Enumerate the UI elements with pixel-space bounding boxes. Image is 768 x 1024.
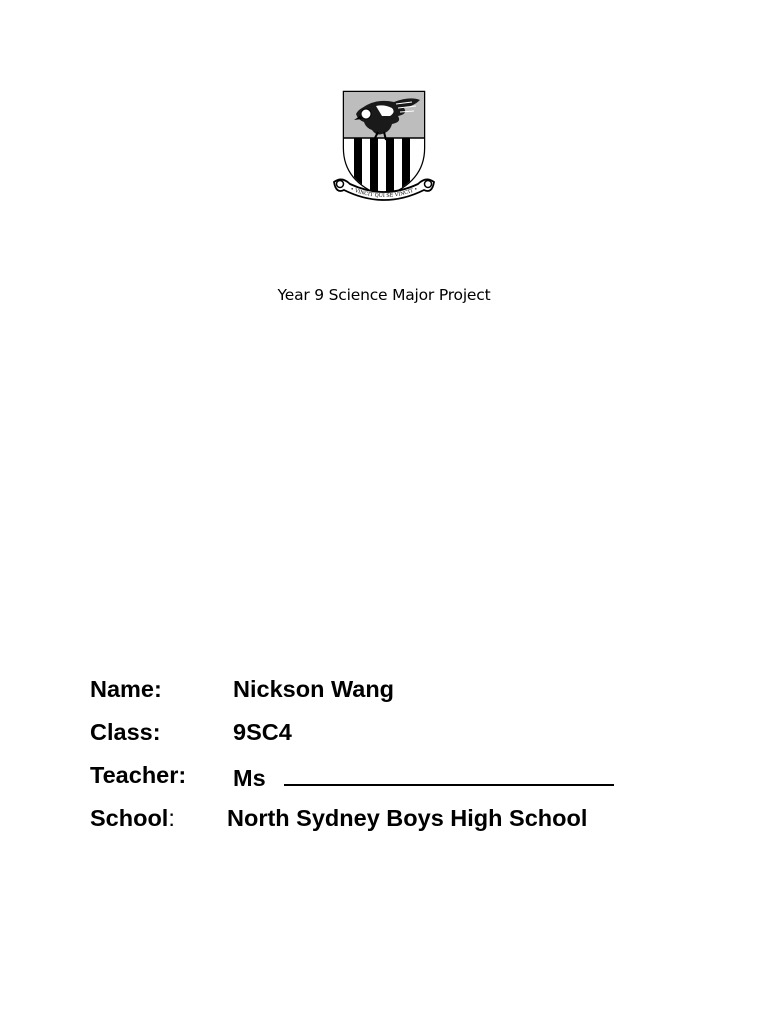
class-label: Class: [90, 719, 161, 745]
school-label-wrap [90, 805, 175, 832]
name-label: Name: [90, 676, 162, 702]
crest-shield-icon [332, 86, 436, 206]
crest-motto: • VINCIT QUI SE VINCIT • [349, 186, 419, 200]
name-value: Nickson Wang [233, 676, 395, 702]
student-details [90, 676, 730, 848]
teacher-value: Ms [233, 765, 266, 791]
school-label: School [90, 805, 169, 831]
class-value: 9SC4 [233, 719, 292, 745]
teacher-blank-line [284, 762, 614, 786]
school-crest-logo [332, 86, 436, 206]
school-label-colon: : [168, 805, 175, 831]
name-row [90, 676, 730, 719]
teacher-label: Teacher: [90, 762, 187, 788]
school-value: North Sydney Boys High School [227, 805, 588, 831]
document-subtitle: Year 9 Science Major Project [277, 286, 491, 304]
class-row [90, 719, 730, 762]
teacher-row [90, 762, 730, 805]
school-row [90, 805, 730, 848]
teacher-value-wrap [233, 762, 614, 792]
